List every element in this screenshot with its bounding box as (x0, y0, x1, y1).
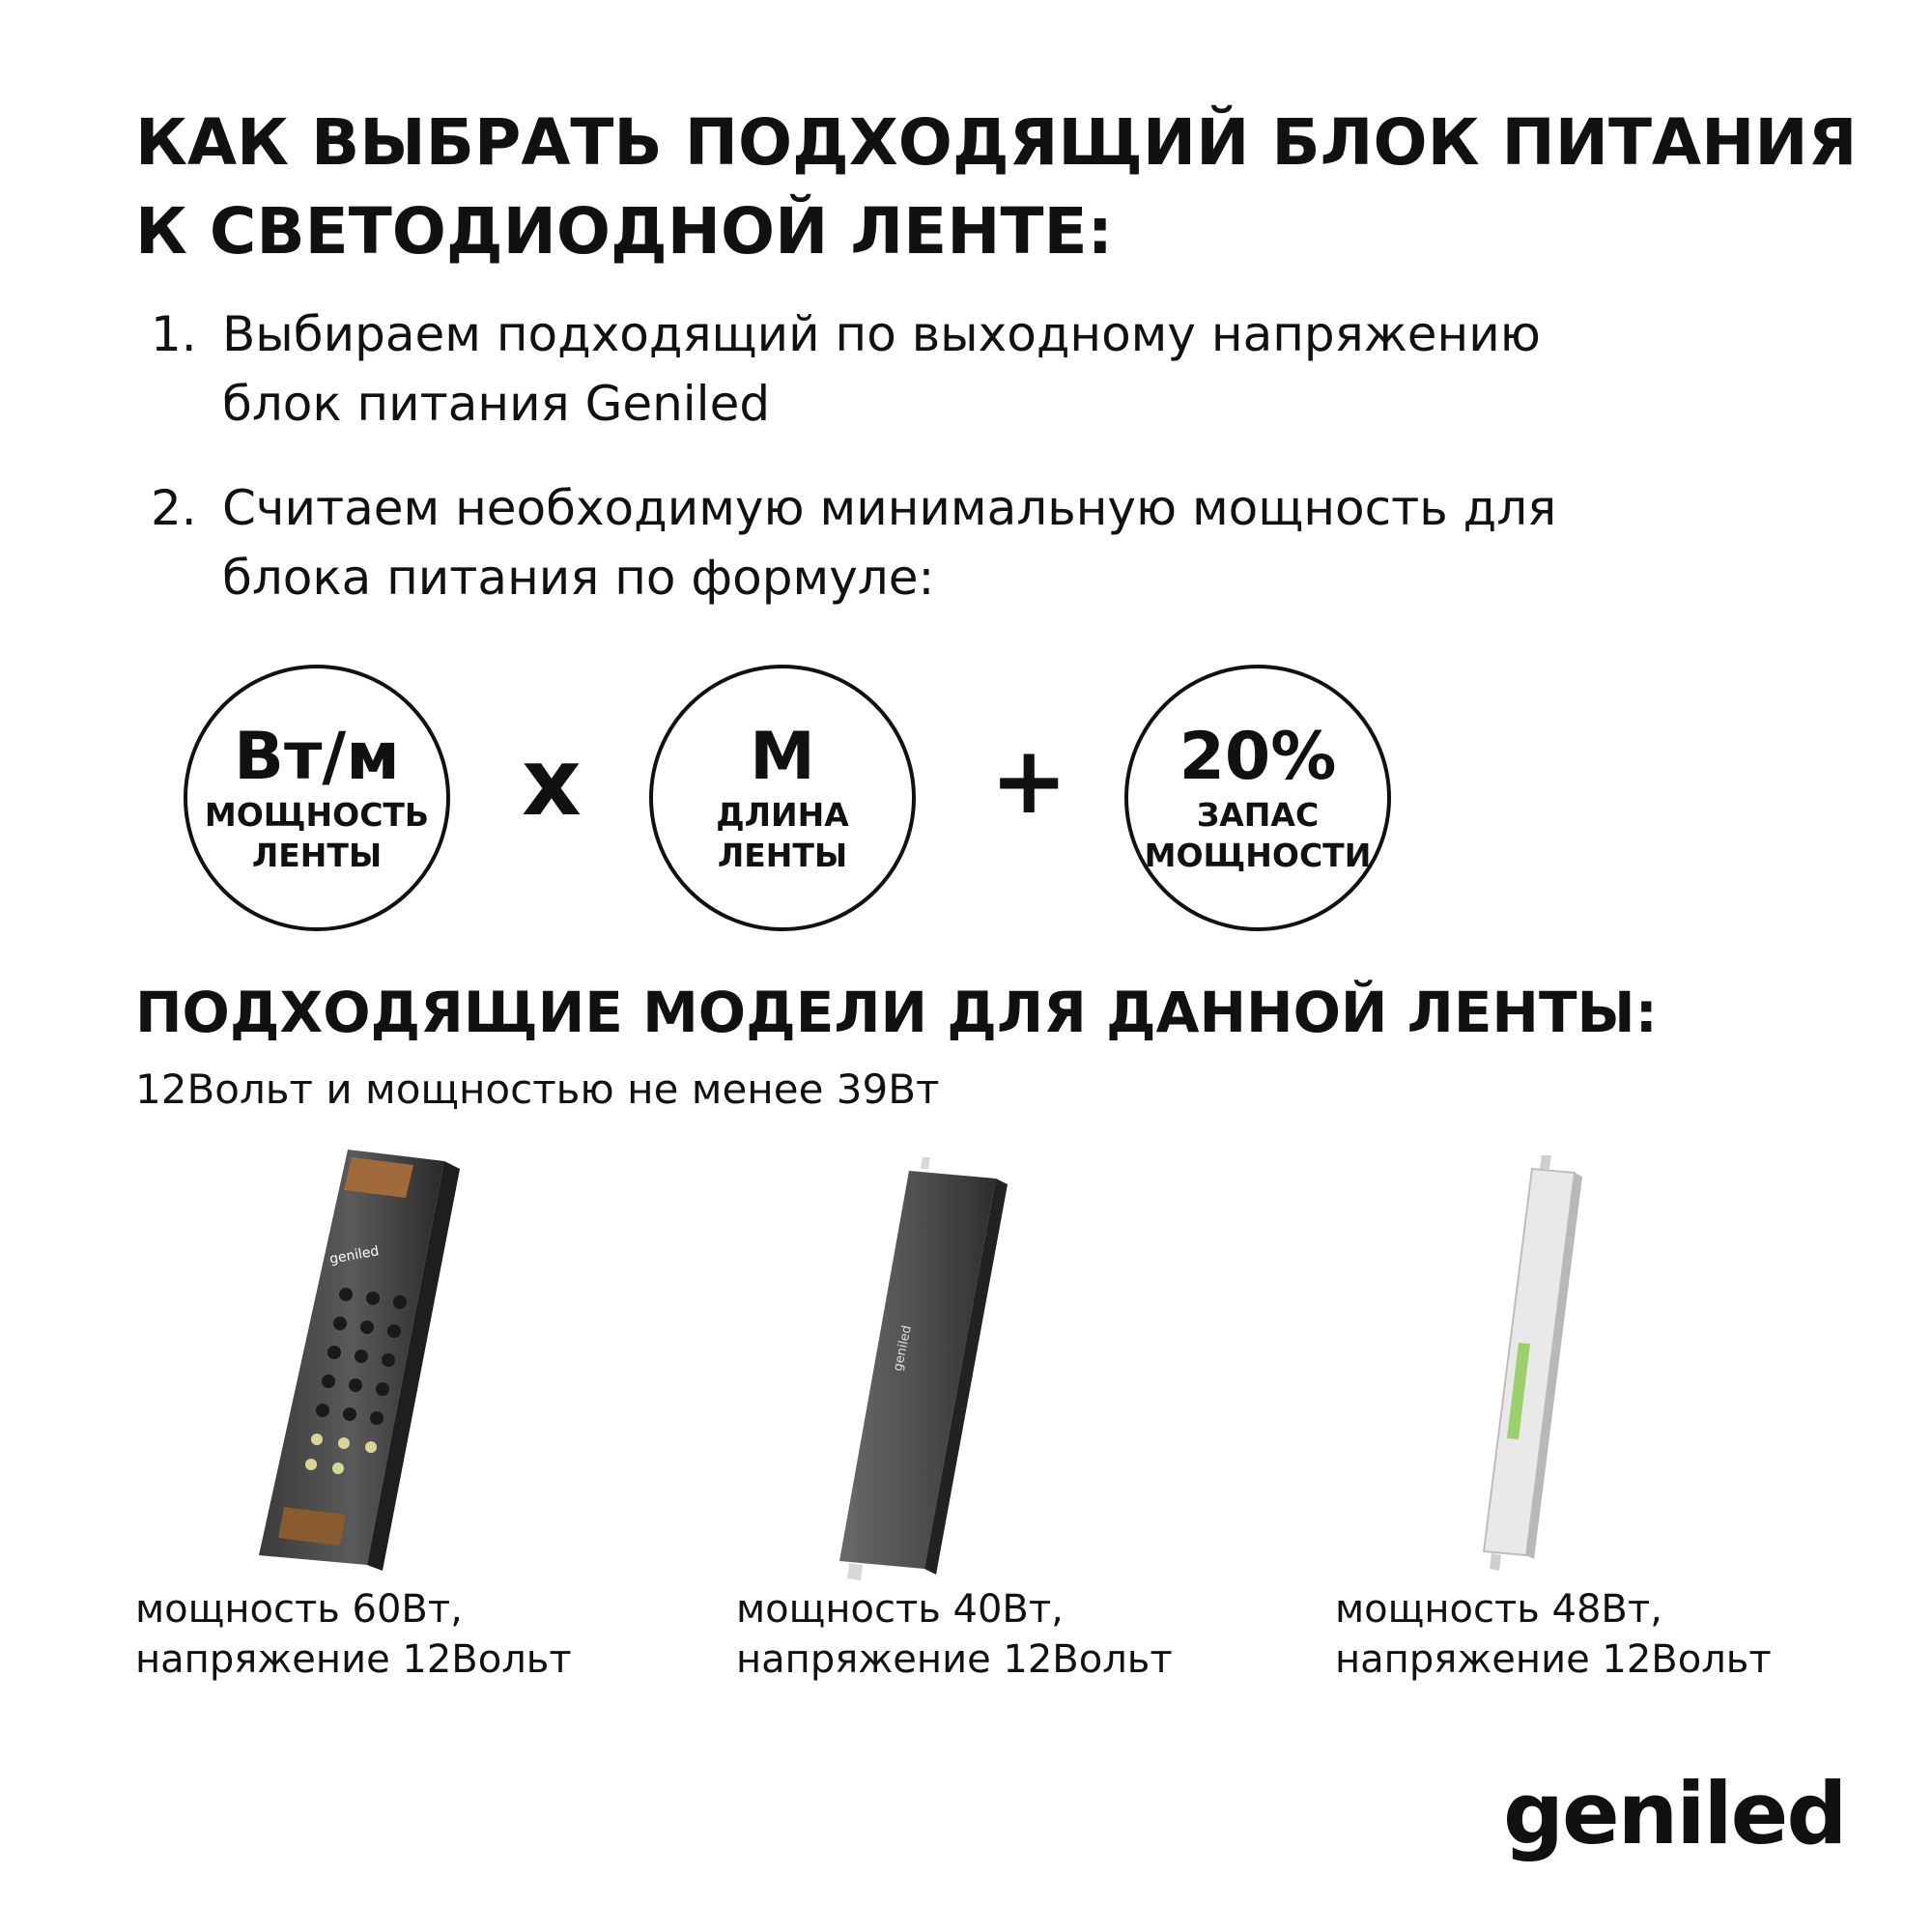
device-brand-label: geniled (891, 1323, 915, 1373)
title-line-1: КАК ВЫБРАТЬ ПОДХОДЯЩИЙ БЛОК ПИТАНИЯ (135, 105, 1858, 180)
power-supply-48w-image (1449, 1150, 1623, 1584)
device-brand-label: geniled (327, 1243, 381, 1267)
formula-term-value: 20% (1179, 719, 1337, 795)
model-voltage-text: напряжение 12Вольт (736, 1637, 1173, 1682)
formula-reserve-circle (1124, 665, 1391, 931)
brand-logo: geniled (1503, 1764, 1846, 1863)
formula-power-per-meter-circle (184, 665, 450, 931)
step-text-line: блок питания Geniled (222, 376, 771, 432)
step-number: 1. (151, 306, 197, 362)
formula-term-value: М (750, 719, 815, 795)
models-note: 12Вольт и мощностью не менее 39Вт (135, 1065, 940, 1113)
formula-term-label: МОЩНОСТЬ (204, 796, 430, 834)
formula-term-label: ЛЕНТЫ (251, 837, 383, 874)
formula-length-circle (649, 665, 916, 931)
model-voltage-text: напряжение 12Вольт (135, 1637, 572, 1682)
title-line-2: К СВЕТОДИОДНОЙ ЛЕНТЕ: (135, 194, 1113, 269)
formula-term-label: ДЛИНА (716, 796, 849, 834)
step-text-line: Выбираем подходящий по выходному напряжению (222, 306, 1541, 362)
formula-term-value: Вт/м (234, 719, 400, 795)
plus-operator: + (990, 726, 1068, 835)
steps-list (151, 299, 1556, 647)
multiply-operator: х (522, 728, 582, 837)
models-title: ПОДХОДЯЩИЕ МОДЕЛИ ДЛЯ ДАННОЙ ЛЕНТЫ: (135, 980, 1658, 1045)
formula-term-label: МОЩНОСТИ (1144, 837, 1372, 874)
model-caption-48w (1335, 1584, 1772, 1685)
step-item (151, 299, 1556, 439)
model-voltage-text: напряжение 12Вольт (1335, 1637, 1772, 1682)
model-caption-40w (736, 1584, 1173, 1685)
model-caption-60w (135, 1584, 572, 1685)
formula-term-label: ЛЕНТЫ (717, 837, 848, 874)
power-supply-40w-image (816, 1150, 1029, 1584)
model-power-text: мощность 48Вт, (1335, 1587, 1662, 1632)
model-power-text: мощность 60Вт, (135, 1587, 463, 1632)
page-title (135, 99, 1857, 276)
power-supply-60w-image (251, 1140, 464, 1575)
step-text-line: блока питания по формуле: (222, 550, 935, 606)
step-text-line: Считаем необходимую минимальную мощность для (222, 480, 1557, 536)
step-number: 2. (151, 480, 197, 536)
formula-term-label: ЗАПАС (1196, 796, 1320, 834)
step-item (151, 473, 1556, 612)
model-power-text: мощность 40Вт, (736, 1587, 1064, 1632)
